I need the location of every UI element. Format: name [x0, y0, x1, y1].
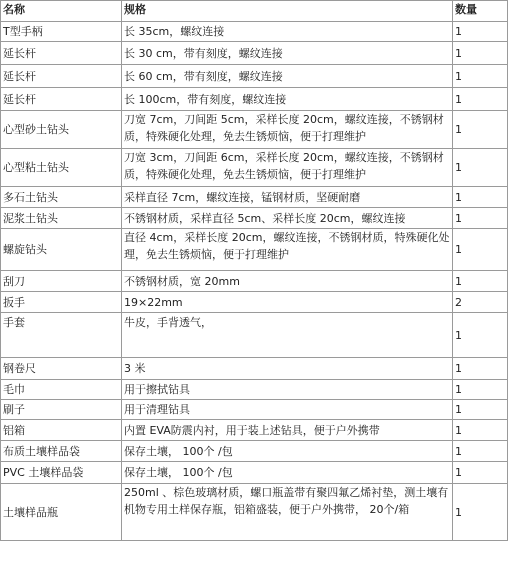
table-row	[1, 149, 508, 187]
table-row	[1, 313, 508, 358]
item-name: 延长杆	[1, 65, 122, 88]
table-row	[1, 358, 508, 380]
item-qty: 1	[453, 358, 508, 380]
header-qty: 数量	[453, 1, 508, 22]
item-spec: 刀宽 3cm，刀间距 6cm，采样长度 20cm，螺纹连接，不锈钢材质，特殊硬化处理，免去生锈烦恼，便于打理维护	[122, 149, 453, 187]
item-spec: 250ml 、棕色玻璃材质，螺口瓶盖带有聚四氟乙烯衬垫，测土壤有机物专用土样保存瓶，铝箱盛装，便于户外携带， 20个/箱	[122, 484, 453, 541]
table-header-row	[1, 1, 508, 22]
item-spec: 长 35cm，螺纹连接	[122, 22, 453, 42]
item-name: 布质土壤样品袋	[1, 441, 122, 462]
item-name: 心型粘土钻头	[1, 149, 122, 187]
item-qty: 1	[453, 441, 508, 462]
table-row	[1, 65, 508, 88]
item-name: PVC 土壤样品袋	[1, 462, 122, 484]
item-qty: 2	[453, 292, 508, 313]
item-name: 扳手	[1, 292, 122, 313]
item-name: 刷子	[1, 400, 122, 420]
item-spec: 刀宽 7cm，刀间距 5cm，采样长度 20cm，螺纹连接，不锈钢材质，特殊硬化处理，免去生锈烦恼，便于打理维护	[122, 111, 453, 149]
table-row	[1, 187, 508, 208]
item-qty: 1	[453, 380, 508, 400]
item-spec: 长 60 cm，带有刻度，螺纹连接	[122, 65, 453, 88]
item-spec: 长 100cm，带有刻度，螺纹连接	[122, 88, 453, 111]
item-name: 多石土钻头	[1, 187, 122, 208]
item-spec: 用于清理钻具	[122, 400, 453, 420]
item-spec: 牛皮，手背透气，	[122, 313, 453, 358]
item-name: 螺旋钻头	[1, 229, 122, 271]
table-row	[1, 462, 508, 484]
table-row	[1, 271, 508, 292]
item-name: 刮刀	[1, 271, 122, 292]
item-name: 铝箱	[1, 420, 122, 441]
item-qty: 1	[453, 484, 508, 541]
item-qty: 1	[453, 22, 508, 42]
item-name: T型手柄	[1, 22, 122, 42]
item-spec: 不锈钢材质，采样直径 5cm、采样长度 20cm，螺纹连接	[122, 208, 453, 229]
item-qty: 1	[453, 42, 508, 65]
table-row	[1, 229, 508, 271]
table-row	[1, 420, 508, 441]
item-spec: 长 30 cm，带有刻度，螺纹连接	[122, 42, 453, 65]
item-spec: 保存土壤， 100个 /包	[122, 462, 453, 484]
item-qty: 1	[453, 88, 508, 111]
item-spec: 保存土壤， 100个 /包	[122, 441, 453, 462]
item-name: 延长杆	[1, 42, 122, 65]
item-name: 手套	[1, 313, 122, 358]
table-row	[1, 208, 508, 229]
table-row	[1, 484, 508, 541]
item-spec: 直径 4cm，采样长度 20cm，螺纹连接，不锈钢材质，特殊硬化处理，免去生锈烦恼，便于打理维护	[122, 229, 453, 271]
item-spec: 19×22mm	[122, 292, 453, 313]
table-row	[1, 88, 508, 111]
item-spec: 用于擦拭钻具	[122, 380, 453, 400]
table-row	[1, 292, 508, 313]
item-qty: 1	[453, 208, 508, 229]
header-spec: 规格	[122, 1, 453, 22]
item-name: 泥浆土钻头	[1, 208, 122, 229]
item-qty: 1	[453, 149, 508, 187]
table-row	[1, 42, 508, 65]
item-spec: 采样直径 7cm，螺纹连接，锰钢材质，坚硬耐磨	[122, 187, 453, 208]
item-qty: 1	[453, 65, 508, 88]
table-row	[1, 111, 508, 149]
item-qty: 1	[453, 400, 508, 420]
item-qty: 1	[453, 187, 508, 208]
header-name: 名称	[1, 1, 122, 22]
table-row	[1, 380, 508, 400]
item-qty: 1	[453, 271, 508, 292]
item-name: 钢卷尺	[1, 358, 122, 380]
table-row	[1, 441, 508, 462]
item-spec: 内置 EVA防震内衬，用于装上述钻具，便于户外携带	[122, 420, 453, 441]
item-name: 心型砂土钻头	[1, 111, 122, 149]
item-qty: 1	[453, 229, 508, 271]
item-qty: 1	[453, 313, 508, 358]
item-qty: 1	[453, 420, 508, 441]
item-qty: 1	[453, 462, 508, 484]
table-row	[1, 22, 508, 42]
item-qty: 1	[453, 111, 508, 149]
item-name: 土壤样品瓶	[1, 484, 122, 541]
item-spec: 不锈钢材质，宽 20mm	[122, 271, 453, 292]
item-spec: 3 米	[122, 358, 453, 380]
table-row	[1, 400, 508, 420]
item-name: 毛巾	[1, 380, 122, 400]
item-name: 延长杆	[1, 88, 122, 111]
